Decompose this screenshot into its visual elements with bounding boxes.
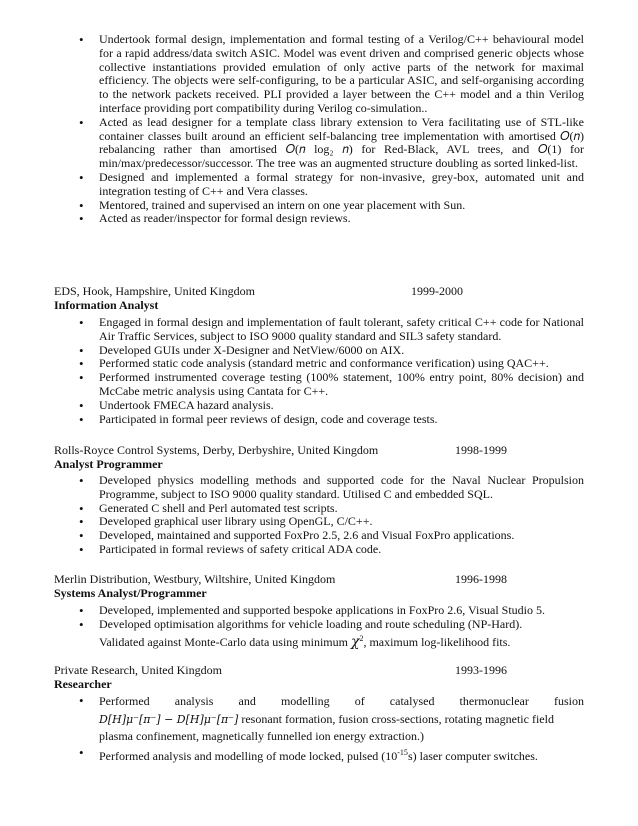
list-item: • Developed, implemented and supported bespoke applications in FoxPro 2.6, Visual Studio 5.	[99, 604, 584, 618]
list-item: • Developed graphical user library using OpenGL, C/C++.	[99, 515, 584, 529]
fusion-text: resonant formation, fusion cross-sections, rotating magnetic field	[238, 712, 554, 726]
list-item: • Acted as lead designer for a template class library extension to Vera facilitating use of STL-like container classes built around an efficient self-balancing tree implementation with amortised 𝑂(𝑛) rebalancing rather than amortised 𝑂(𝑛 log₂ 𝑛) for Red-Black, AVL trees, and 𝑂(1) for min/max/predecessor/successor. The tree was an augmented structure doubling as sorted linked-list.	[99, 116, 584, 171]
validation-suffix: , maximum log-likelihood fits.	[363, 634, 511, 649]
eds-bullet-list	[0, 316, 638, 426]
list-item: • Developed GUIs under X-Designer and NetView/6000 on AIX.	[99, 344, 584, 358]
laser-suffix: s) laser computer switches.	[407, 749, 538, 763]
eds-section	[0, 316, 638, 426]
validation-text: Validated against Monte-Carlo data using minimum	[99, 634, 351, 649]
list-item: • Acted as reader/inspector for formal design reviews.	[99, 212, 584, 226]
list-item: • Generated C shell and Perl automated test scripts.	[99, 502, 584, 516]
word: of	[354, 694, 365, 708]
job-header-research	[54, 663, 614, 691]
list-item	[99, 618, 584, 650]
list-item: • Undertook formal design, implementation and formal testing of a Verilog/C++ behavioural model for a rapid address/data switch ASIC. Model was event driven and comprised generic objects whose collective instantiations provided emulation of only active parts of the network for maximal efficiency. The objects were self-configuring, to be a particular ASIC, and self-organising according to the network packets received. PLI provided a layer between the C++ model and a thin Verilog interface providing port compatibility during Verilog co-simulation..	[99, 33, 584, 116]
laser-text: Performed analysis and modelling of mode locked, pulsed (10	[99, 749, 398, 763]
word: and	[238, 694, 256, 708]
optimisation-text: Developed optimisation algorithms for vehicle loading and route scheduling (NP-Hard).	[99, 616, 523, 631]
word: • Performed	[99, 694, 150, 708]
word: fusion	[553, 694, 584, 708]
employment-years: 1993-1996	[455, 663, 507, 677]
job-title: Information Analyst	[54, 298, 159, 312]
employer-name: Rolls-Royce Control Systems, Derby, Derbyshire, United Kingdom	[54, 443, 379, 457]
merlin-section	[0, 604, 638, 649]
job-title: Systems Analyst/Programmer	[54, 586, 207, 600]
rolls-royce-bullet-list	[0, 474, 638, 557]
employer-name: Private Research, United Kingdom	[54, 663, 222, 677]
laser-exponent: -15	[397, 748, 408, 757]
fusion-formula: D[H]μ⁻[π⁻] − D[H]μ⁻[π⁻]	[99, 713, 239, 726]
list-item: • Undertook FMECA hazard analysis.	[99, 399, 584, 413]
fusion-third-line: plasma confinement, magnetically funnelled ion energy extraction.)	[99, 729, 424, 743]
employment-years: 1999-2000	[411, 284, 463, 298]
list-item: • Developed, maintained and supported FoxPro 2.5, 2.6 and Visual FoxPro applications.	[99, 529, 584, 543]
list-item: • Participated in formal peer reviews of design, code and coverage tests.	[99, 413, 584, 427]
asic-bullet-list	[0, 33, 638, 226]
research-section	[0, 693, 638, 764]
validation-line	[99, 635, 510, 649]
job-header-rolls-royce	[54, 443, 614, 471]
merlin-bullet-list	[0, 604, 638, 649]
job-title: Researcher	[54, 677, 112, 691]
word: thermonuclear	[459, 694, 529, 708]
job-header-merlin	[54, 572, 614, 600]
list-item	[99, 693, 584, 744]
list-item	[99, 746, 584, 764]
chi-symbol: χ	[350, 633, 360, 650]
word: modelling	[280, 694, 330, 708]
employer-name: Merlin Distribution, Westbury, Wiltshire, United Kingdom	[54, 572, 336, 586]
word: analysis	[174, 694, 214, 708]
chi-exponent: 2	[359, 633, 364, 643]
word: catalysed	[389, 694, 435, 708]
fusion-first-line	[99, 693, 584, 709]
list-item: • Mentored, trained and supervised an intern on one year placement with Sun.	[99, 199, 584, 213]
employment-years: 1996-1998	[455, 572, 507, 586]
research-bullet-list	[0, 693, 638, 764]
job-title: Analyst Programmer	[54, 457, 163, 471]
list-item: • Performed instrumented coverage testing (100% statement, 100% entry point, 80% decision) and McCabe metric analysis using Cantata for C++.	[99, 371, 584, 399]
list-item: • Engaged in formal design and implementation of fault tolerant, safety critical C++ code for National Air Traffic Services, subject to ISO 9000 quality standard and SIL3 safety standard.	[99, 316, 584, 344]
employer-name: EDS, Hook, Hampshire, United Kingdom	[54, 284, 255, 298]
list-item: • Developed physics modelling methods and supported code for the Naval Nuclear Propulsion Programme, subject to ISO 9000 quality standard. Utilised C and embedded SQL.	[99, 474, 584, 502]
asic-section	[0, 33, 638, 226]
list-item: • Performed static code analysis (standard metric and conformance verification) using QAC++.	[99, 357, 584, 371]
employment-years: 1998-1999	[455, 443, 507, 457]
list-item: • Participated in formal reviews of safety critical ADA code.	[99, 543, 584, 557]
list-item: • Designed and implemented a formal strategy for non-invasive, grey-box, automated unit and integration testing of C++ and Vera classes.	[99, 171, 584, 199]
rolls-royce-section	[0, 474, 638, 557]
job-header-eds	[54, 284, 614, 312]
fusion-second-line	[99, 711, 584, 728]
